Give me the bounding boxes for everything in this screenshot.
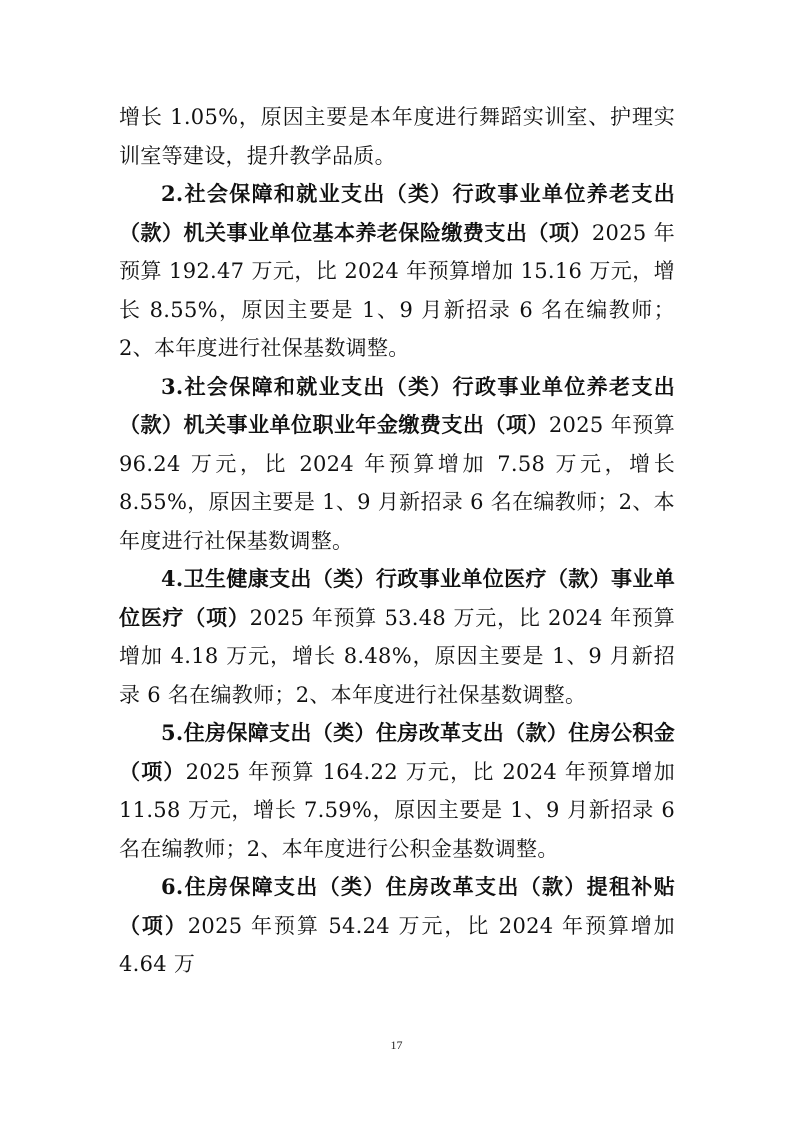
- page-number: 17: [390, 1038, 403, 1052]
- paragraph-6: [119, 868, 675, 984]
- paragraph-2-body: 2025 年预算 192.47 万元，比 2024 年预算增加 15.16 万元，增长 8.55%，原因主要是 1、9 月新招录 6 名在编教师；2、本年度进行社保基数调整。: [119, 220, 675, 360]
- paragraph-5-heading: 5.住房保障支出（类）住房改革支出（款）住房公积金（项）: [119, 720, 675, 784]
- paragraph-3-heading: 3.社会保障和就业支出（类）行政事业单位养老支出（款）机关事业单位职业年金缴费支出（项）: [119, 373, 675, 437]
- paragraph-4-body: 2025 年预算 53.48 万元，比 2024 年预算增加 4.18 万元，增长 8.48%，原因主要是 1、9 月新招录 6 名在编教师；2、本年度进行社保基数调整。: [119, 605, 675, 707]
- paragraph-4-heading: 4.卫生健康支出（类）行政事业单位医疗（款）事业单位医疗（项）: [119, 566, 675, 630]
- paragraph-2: [119, 175, 675, 368]
- paragraph-4: [119, 560, 675, 714]
- paragraph-6-body: 2025 年预算 54.24 万元，比 2024 年预算增加 4.64 万: [119, 913, 675, 976]
- paragraph-2-heading: 2.社会保障和就业支出（类）行政事业单位养老支出（款）机关事业单位基本养老保险缴费支出（项）: [119, 181, 675, 245]
- paragraph-3-body: 2025 年预算 96.24 万元，比 2024 年预算增加 7.58 万元，增长 8.55%，原因主要是 1、9 月新招录 6 名在编教师；2、本年度进行社保基数调整。: [119, 413, 675, 553]
- paragraph-5: [119, 714, 675, 868]
- paragraph-1-body: 增长 1.05%，原因主要是本年度进行舞蹈实训室、护理实训室等建设，提升教学品质。: [119, 105, 675, 168]
- paragraph-1: [119, 98, 675, 175]
- paragraph-5-body: 2025 年预算 164.22 万元，比 2024 年预算增加 11.58 万元，增长 7.59%，原因主要是 1、9 月新招录 6 名在编教师；2、本年度进行公积金基数调整。: [119, 759, 675, 861]
- body-text: [119, 98, 675, 984]
- paragraph-6-heading: 6.住房保障支出（类）住房改革支出（款）提租补贴（项）: [119, 874, 675, 938]
- paragraph-3: [119, 368, 675, 561]
